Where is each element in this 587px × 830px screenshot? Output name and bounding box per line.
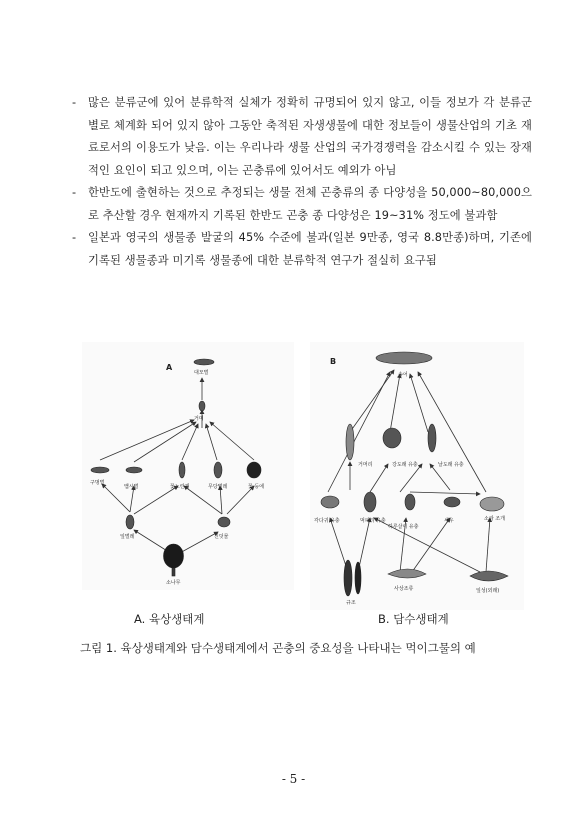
bullet-item (72, 182, 532, 227)
page-number: - 5 - (281, 772, 306, 786)
node-label: 먹파리 유충 (360, 518, 386, 524)
panel-letter-a: A (166, 363, 173, 372)
node-label: 잎벌레 (120, 534, 135, 540)
node-label: 규조 (346, 600, 356, 606)
node-label: 대모벌 (194, 370, 209, 376)
bullet-text: 한반도에 출현하는 것으로 추정되는 생물 전체 곤충류의 종 다양성을 50,000~80,000으로 추산할 경우 현재까지 기록된 한반도 곤충 종 다양성은 19~31% 정도에 불과함 (88, 186, 532, 222)
node-label: 무당벌레 (208, 484, 228, 490)
figure-freshwater-food-web (310, 342, 524, 610)
node-label: 소나무 (166, 580, 181, 586)
node-label: 거미 (194, 416, 204, 422)
bullet-item (72, 227, 532, 272)
node-label: 꽃노린재 (170, 484, 190, 490)
food-web-a-svg (82, 342, 294, 590)
food-web-a-arrows (100, 378, 254, 554)
node-label: 강도래 유충 (392, 462, 418, 468)
figure-terrestrial-food-web (82, 342, 294, 590)
node-label: 사상조류 (394, 586, 414, 592)
node-label: 맵시벌 (124, 484, 139, 490)
organism-sketches (91, 359, 261, 576)
node-label: 소라 조개 (484, 516, 505, 522)
node-label: 송어 (398, 372, 408, 378)
node-label: 날도래 유충 (438, 462, 464, 468)
figure-label-a: A. 육상생태계 (134, 612, 205, 626)
bullet-text: 많은 분류군에 있어 분류학적 실체가 정확히 규명되어 있지 않고, 이들 정보가 각 분류군 별로 체계화 되어 있지 않아 그동안 축적된 자생생물에 대한 정보들이 생물산업의 기초 재료로서의 이용도가 낮음. 이는 우리나라 생물 산업의 국가경쟁력을 감소시킬 수 있는 장재적인 요인이 되고 있으며, 이는 곤충류에 있어서도 예외가 아님 (88, 96, 532, 177)
figure-caption: 그림 1. 육상생태계와 담수생태계에서 곤충의 중요성을 나타내는 먹이그물의 예 (80, 641, 476, 655)
node-label: 하루살이 유충 (388, 524, 419, 530)
node-label: 잎성(외래) (476, 588, 500, 594)
panel-letter-b: B (330, 357, 337, 366)
food-web-b-arrows (328, 370, 490, 572)
food-web-b-svg (310, 342, 524, 610)
node-label: 새우 (444, 518, 454, 524)
bullet-dash: - (72, 96, 77, 109)
bullet-dash: - (72, 231, 77, 244)
bullet-list (72, 92, 532, 272)
bullet-item (72, 92, 532, 182)
figure-label-b: B. 담수생태계 (378, 612, 449, 626)
node-label: 꽃 등에 (248, 484, 265, 490)
bullet-dash: - (72, 186, 77, 199)
node-label: 각다귀 유충 (314, 518, 340, 524)
node-label: 진딧물 (214, 534, 229, 540)
bullet-text: 일본과 영국의 생물종 발굴의 45% 수준에 불과(일본 9만종, 영국 8.8만종)하며, 기존에 기록된 생물종과 미기록 생물종에 대한 분류학적 연구가 절실히 요구됨 (88, 231, 532, 267)
node-label: 구멍벌 (90, 480, 105, 486)
node-label: 거머리 (358, 462, 373, 468)
